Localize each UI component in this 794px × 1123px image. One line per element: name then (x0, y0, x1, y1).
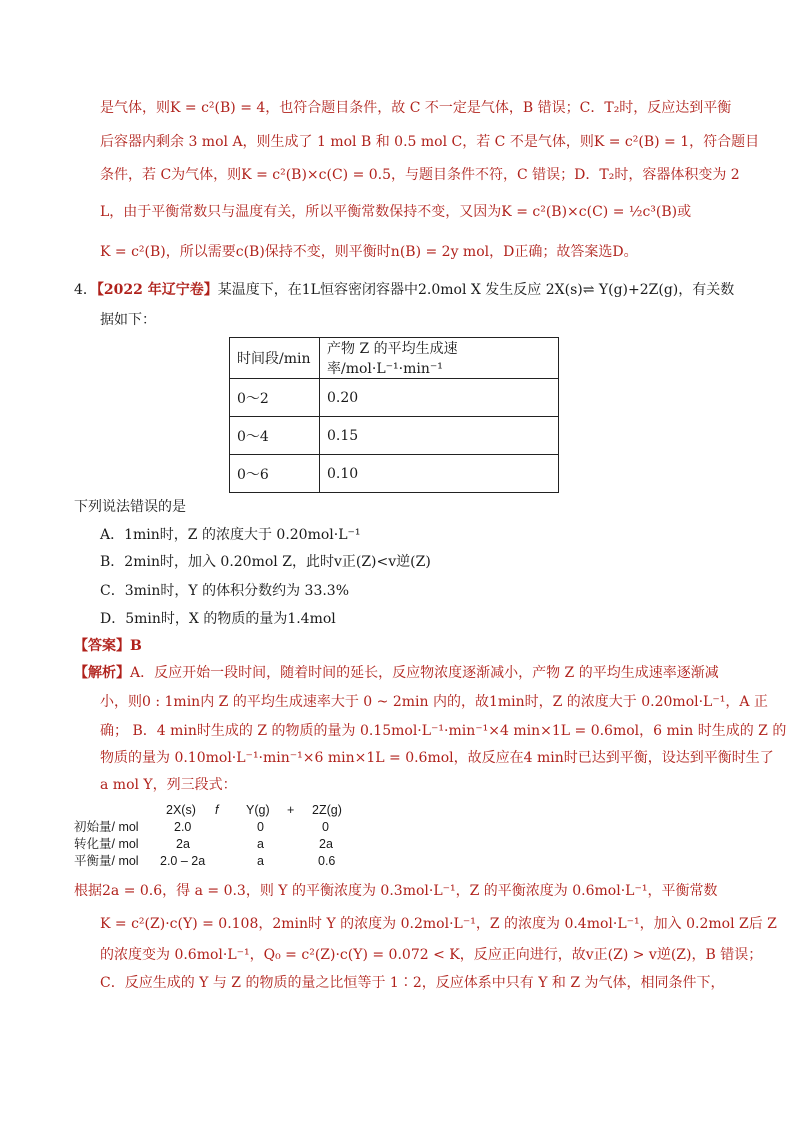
question-stem-line-2: 据如下： (100, 312, 156, 328)
ice-cell: 0.6 (318, 854, 336, 868)
ice-row-label: 转化量/ mol (74, 837, 139, 851)
top-line-3: 条件，若 C为气体，则K = c²(B)×c(C) = 0.5，与题目条件不符，C 错误；D．T₂时，容器体积变为 2 (100, 167, 740, 183)
top-line-4: L，由于平衡常数只与温度有关，所以平衡常数保持不变，又因为K = c²(B)×c(C) = ½c³(B)或 (100, 204, 692, 220)
ice-cell: 2a (176, 837, 190, 851)
table-header-row (230, 338, 559, 379)
question-stem: 某温度下，在1L恒容密闭容器中2.0mol X 发生反应 2X(s)⇌ Y(g)+2Z(g)，有关数 (217, 282, 735, 298)
top-line-1: 是气体，则K = c²(B) = 4，也符合题目条件，故 C 不一定是气体，B 错误；C．T₂时，反应达到平衡 (100, 100, 732, 116)
table-row (230, 455, 559, 493)
table-cell: 0.15 (320, 417, 559, 455)
analysis-line-1 (74, 664, 719, 682)
analysis-line-3: 确； B．4 min时生成的 Z 的物质的量为 0.15mol·L⁻¹·min⁻¹×4 min×1L = 0.6mol，6 min 时生成的 Z 的 (100, 723, 787, 739)
table-cell: 0.20 (320, 379, 559, 417)
ice-cell: 2a (319, 837, 333, 851)
ice-table (74, 802, 374, 872)
analysis-line-4: 物质的量为 0.10mol·L⁻¹·min⁻¹×6 min×1L = 0.6mol，故反应在4 min时已达到平衡，设达到平衡时生了 (100, 750, 774, 766)
ice-cell: 0 (322, 820, 329, 834)
question-stem-line-1 (74, 281, 734, 299)
table-row (230, 417, 559, 455)
top-line-5: K = c²(B)，所以需要c(B)保持不变，则平衡时n(B) = 2y mol，D正确；故答案选D。 (100, 244, 638, 260)
table-header-cell: 产物 Z 的平均生成速率/mol·L⁻¹·min⁻¹ (320, 338, 559, 379)
option-d: D．5min时，X 的物质的量为1.4mol (100, 611, 336, 627)
rate-table (229, 337, 559, 493)
answer (74, 637, 142, 655)
analysis-after-line-2: K = c²(Z)·c(Y) = 0.108，2min时 Y 的浓度为 0.2mol·L⁻¹，Z 的浓度为 0.4mol·L⁻¹，加入 0.2mol Z后 Z (100, 916, 777, 932)
analysis-after-line-4: C．反应生成的 Y 与 Z 的物质的量之比恒等于 1∶2，反应体系中只有 Y 和 Z 为气体，相同条件下， (100, 975, 725, 991)
analysis-text: A．反应开始一段时间，随着时间的延长，反应物浓度逐渐减小，产物 Z 的平均生成速率逐渐减 (130, 665, 719, 681)
table-cell: 0.10 (320, 455, 559, 493)
option-a: A．1min时，Z 的浓度大于 0.20mol·L⁻¹ (100, 527, 361, 543)
analysis-line-5: a mol Y，列三段式： (100, 777, 237, 793)
answer-label: 【答案】 (74, 638, 130, 654)
ice-header-x: 2X(s) (166, 803, 196, 817)
ice-cell: 2.0 – 2a (160, 854, 206, 868)
top-line-2: 后容器内剩余 3 mol A，则生成了 1 mol B 和 0.5 mol C，若 C 不是气体，则K = c²(B) = 1，符合题目 (100, 134, 760, 150)
ice-cell: a (257, 854, 264, 868)
table-header-cell: 时间段/min (230, 338, 320, 379)
question-number: 4． (74, 282, 97, 298)
ice-cell: 2.0 (174, 820, 192, 834)
question-prompt: 下列说法错误的是 (74, 499, 186, 515)
analysis-label: 【解析】 (74, 665, 130, 681)
option-c: C．3min时，Y 的体积分数约为 33.3% (100, 583, 350, 599)
ice-row-label: 平衡量/ mol (74, 854, 139, 868)
question-source: 【2022 年辽宁卷】 (96, 282, 218, 298)
table-row (230, 379, 559, 417)
ice-row-label: 初始量/ mol (74, 820, 139, 834)
table-cell: 0～6 (230, 455, 320, 493)
table-cell: 0～4 (230, 417, 320, 455)
option-b: B．2min时，加入 0.20mol Z，此时v正(Z)<v逆(Z) (100, 554, 431, 570)
analysis-after-line-1: 根据2a = 0.6，得 a = 0.3，则 Y 的平衡浓度为 0.3mol·L⁻¹，Z 的平衡浓度为 0.6mol·L⁻¹，平衡常数 (74, 883, 718, 899)
analysis-after-line-3: 的浓度变为 0.6mol·L⁻¹，Q₀ = c²(Z)·c(Y) = 0.072 < K，反应正向进行，故v正(Z) > v逆(Z)，B 错误； (100, 947, 763, 963)
ice-header-z: 2Z(g) (312, 803, 342, 817)
ice-cell: a (257, 837, 264, 851)
ice-cell: 0 (257, 820, 264, 834)
ice-header-y: Y(g) (246, 803, 270, 817)
analysis-line-2: 小，则0 : 1min内 Z 的平均生成速率大于 0 ~ 2min 内的，故1min时，Z 的浓度大于 0.20mol·L⁻¹，A 正 (100, 694, 768, 710)
table-cell: 0～2 (230, 379, 320, 417)
ice-header-plus: + (287, 803, 295, 817)
ice-header-arrow: f (215, 803, 219, 817)
answer-value: B (130, 638, 142, 654)
